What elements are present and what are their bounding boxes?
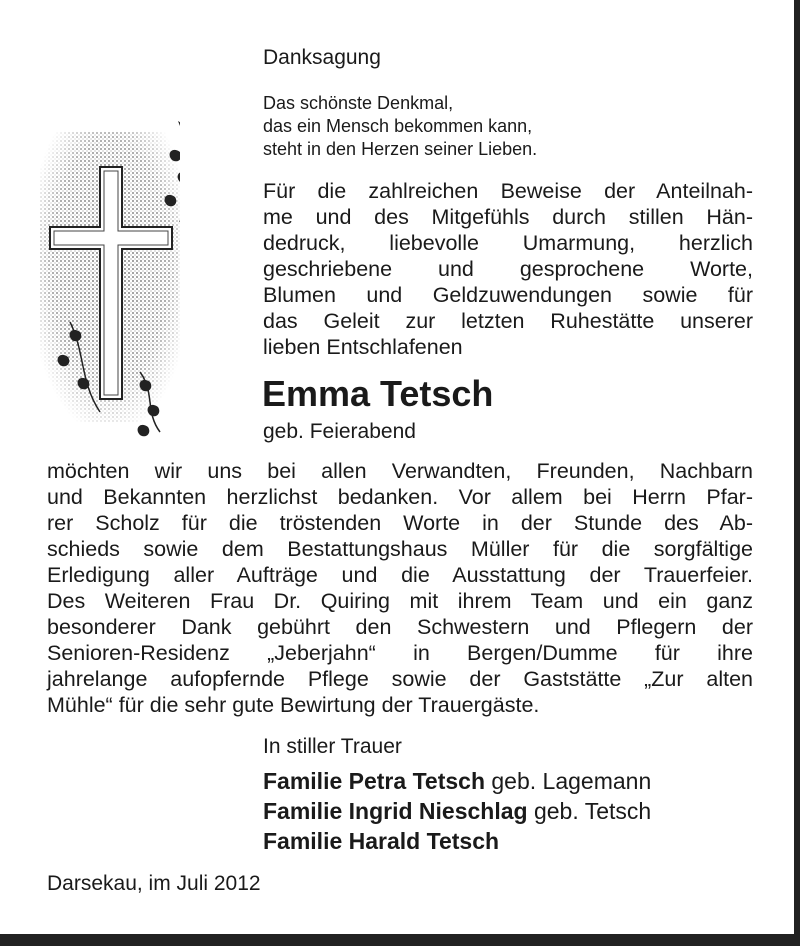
body-line: möchten wir uns bei allen Verwandten, Freunden, Nachbarn [47, 459, 753, 483]
poem-line: das ein Mensch bekommen kann, [263, 116, 533, 136]
body-line: jahrelange aufopfernde Pflege sowie der Gaststätte „Zur alten [47, 667, 753, 691]
body-line: schieds sowie dem Bestattungshaus Müller für die sorgfältige [47, 537, 753, 561]
intro-line: das Geleit zur letzten Ruhestätte unserer [263, 309, 753, 333]
intro-line: geschriebene und gesprochene Worte, [263, 257, 753, 281]
family-name: Familie Petra Tetsch [263, 768, 485, 794]
intro-paragraph [263, 178, 753, 360]
deceased-maiden-name: geb. Feierabend [263, 420, 416, 443]
family-entry [263, 766, 651, 796]
intro-line: Blumen und Geldzuwendungen sowie für [263, 283, 753, 307]
body-line: besonderer Dank gebührt den Schwestern und Pflegern der [47, 615, 753, 639]
intro-line: me und des Mitgefühls durch stillen Hän- [263, 205, 753, 229]
poem [263, 92, 537, 161]
family-list [263, 766, 651, 856]
body-paragraph [47, 458, 753, 718]
body-line: rer Scholz für die tröstenden Worte in der Stunde des Ab- [47, 511, 753, 535]
body-line: Senioren-Residenz „Jeberjahn“ in Bergen/Dumme für ihre [47, 641, 753, 665]
intro-line: Für die zahlreichen Beweise der Anteilnah- [263, 179, 753, 203]
intro-line: lieben Entschlafenen [263, 335, 463, 359]
poem-line: Das schönste Denkmal, [263, 93, 454, 113]
family-name: Familie Harald Tetsch [263, 828, 500, 854]
family-suffix: geb. Tetsch [527, 798, 652, 824]
place-date: Darsekau, im Juli 2012 [47, 872, 261, 895]
body-line: Erledigung aller Aufträge und die Ausstattung der Trauerfeier. [47, 563, 753, 587]
family-suffix: geb. Lagemann [485, 768, 652, 794]
body-line: Des Weiteren Frau Dr. Quiring mit ihrem Team und ein ganz [47, 589, 753, 613]
cross-with-ivy-icon [40, 112, 180, 452]
family-entry [263, 826, 651, 856]
family-name: Familie Ingrid Nieschlag [263, 798, 528, 824]
intro-line: dedruck, liebevolle Umarmung, herzlich [263, 231, 753, 255]
body-line: Mühle“ für die sehr gute Bewirtung der Trauergäste. [47, 693, 540, 717]
poem-line: steht in den Herzen seiner Lieben. [263, 139, 538, 159]
notice-title: Danksagung [263, 46, 381, 69]
body-line: und Bekannten herzlichst bedanken. Vor allem bei Herrn Pfar- [47, 485, 753, 509]
family-entry [263, 796, 651, 826]
mourning-label: In stiller Trauer [263, 735, 402, 758]
deceased-name: Emma Tetsch [262, 373, 494, 414]
